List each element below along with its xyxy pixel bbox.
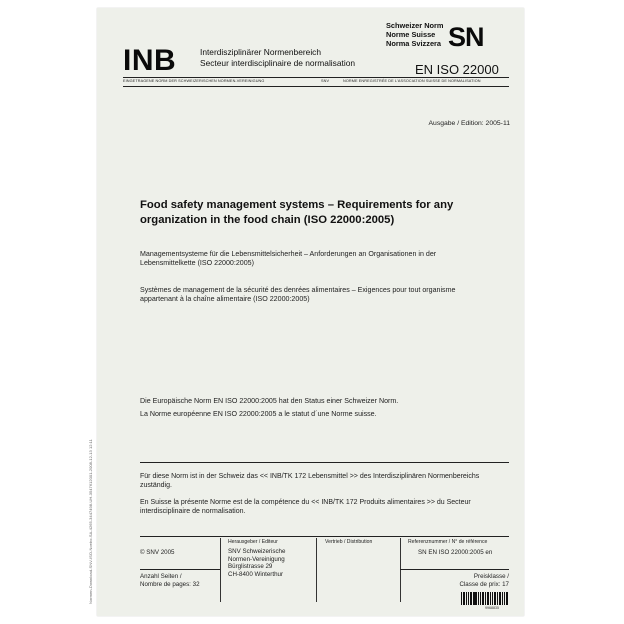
inb-description: [200, 47, 355, 69]
document-title: Food safety management systems – Requirements for any organization in the food chain (ISO 22000:2005): [140, 199, 454, 226]
pages-rule: [140, 569, 220, 570]
price-value: Classe de prix: 17: [459, 580, 509, 588]
footer-rule: [140, 536, 509, 537]
inb-logo: INB: [123, 44, 177, 77]
sn-names: [386, 22, 444, 48]
scope-rule: [140, 462, 509, 463]
publisher-label: Herausgeber / Editeur: [228, 539, 278, 545]
publisher-line: SNV Schweizerische: [228, 548, 286, 555]
publisher-line: CH-8400 Winterthur: [228, 570, 284, 578]
registration-left: EINGETRAGENE NORM DER SCHWEIZERISCHEN NORMEN-VEREINIGUNG: [123, 79, 265, 83]
page-count: [140, 573, 200, 588]
subtitle-german: Managementsysteme für die Lebensmittelsicherheit – Anforderungen an Organisationen in der Lebensmittelkette (ISO 22000:2005): [140, 250, 437, 268]
price-rule: [400, 569, 509, 570]
price-label: Preisklasse /: [473, 573, 509, 580]
sn-name-it: Norma Svizzera: [386, 38, 442, 48]
copyright: © SNV 2005: [140, 549, 175, 556]
pages-label: Anzahl Seiten /: [140, 573, 182, 580]
edition-date: Ausgabe / Edition: 2005-11: [428, 120, 510, 127]
status-german: Die Europäische Norm EN ISO 22000:2005 hat den Status einer Schweizer Norm.: [140, 397, 399, 405]
inb-line-fr: Secteur interdisciplinaire de normalisation: [200, 58, 356, 68]
registration-rule: [123, 86, 509, 87]
barcode-number: 9968835: [485, 606, 499, 610]
inb-line-de: Interdisziplinärer Normenbereich: [200, 47, 322, 57]
scope-german: Für diese Norm ist in der Schweiz das << INB/TK 172 Lebensmittel >> des Interdisziplinären Normenbereichs zuständig.: [140, 473, 480, 490]
pages-value: Nombre de pages: 32: [140, 580, 200, 588]
sn-name-fr: Norme Suisse: [386, 29, 436, 39]
distribution-label: Vertrieb / Distribution: [325, 539, 373, 545]
download-watermark: Normen-Download-SNV-ISO-Noebo-SA-4265-3447498-UH-3547612001-2008-12-13 12:11: [88, 439, 93, 604]
status-french: La Norme européenne EN ISO 22000:2005 a le statut d´une Norme suisse.: [140, 410, 377, 418]
document-page: [97, 8, 524, 616]
reference-label: Referenznummer / N° de référence: [408, 539, 488, 545]
price-class: [427, 573, 509, 588]
publisher-line: Bürglistrasse 29: [228, 563, 273, 571]
registration-middle: SNV: [321, 79, 330, 83]
reference-value: SN EN ISO 22000:2005 en: [418, 549, 493, 556]
subtitle-french: Systèmes de management de la sécurité des denrées alimentaires – Exigences pour tout organisme appartenant à la chaîne alimentaire (ISO 22000:2005): [140, 286, 456, 304]
scope-french: En Suisse la présente Norme est de la compétence du << INB/TK 172 Produits alimentaires >> du Secteur interdisciplinaire de normalisation.: [140, 499, 471, 516]
footer-divider: [316, 538, 317, 602]
sn-logo: SN: [448, 22, 484, 52]
publisher-address: [228, 548, 285, 578]
publisher-line: Normen-Vereinigung: [228, 555, 285, 563]
footer-divider: [400, 538, 401, 602]
standard-number: EN ISO 22000: [415, 62, 499, 77]
barcode-icon: [461, 592, 509, 605]
header-rule: [123, 77, 509, 78]
footer-divider: [220, 538, 221, 602]
sn-name-de: Schweizer Norm: [386, 21, 444, 30]
registration-right: NORME ENREGISTRÉE DE L'ASSOCIATION SUISSE DE NORMALISATION: [343, 79, 481, 83]
